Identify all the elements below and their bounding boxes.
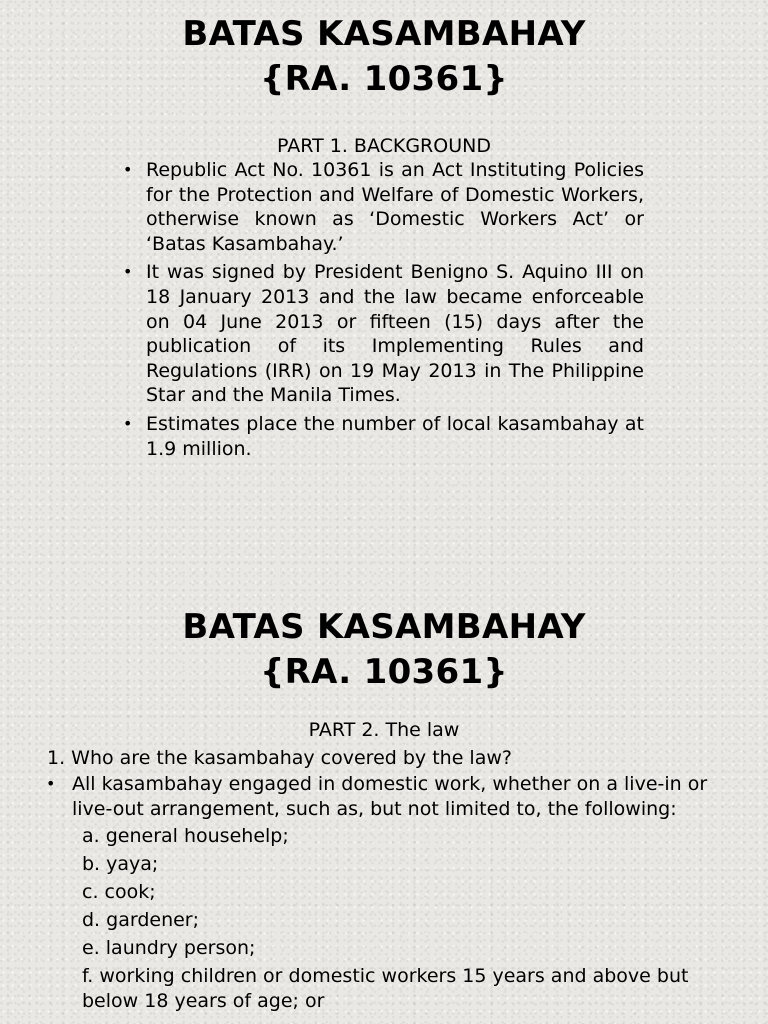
sub-item-list bbox=[82, 824, 732, 1013]
slide-title bbox=[0, 0, 768, 102]
bullet-icon: • bbox=[123, 262, 133, 282]
list-item bbox=[123, 158, 644, 256]
slide-part-2 bbox=[0, 592, 768, 1024]
part-heading: PART 2. The law bbox=[308, 719, 460, 741]
sub-item-gardener: d. gardener; bbox=[82, 909, 200, 932]
bullet-text: Estimates place the number of local kasambahay at 1.9 million. bbox=[146, 412, 644, 460]
question-text: 1. Who are the kasambahay covered by the law? bbox=[47, 747, 512, 769]
sub-item-laundry-person: e. laundry person; bbox=[82, 937, 256, 960]
bullet-text: It was signed by President Benigno S. Aquino III on 18 January 2013 and the law became enforceable on 04 June 2013 or fifteen (15) days after the publication of its Implementing Rules and Regulations (IRR) on 19 May 2013 in The Philippine Star and the Manila Times. bbox=[146, 261, 644, 407]
bullet-list bbox=[46, 772, 732, 821]
part-heading: PART 1. BACKGROUND bbox=[277, 135, 491, 157]
sub-item-yaya: b. yaya; bbox=[82, 853, 159, 876]
bullet-text: Republic Act No. 10361 is an Act Instituting Policies for the Protection and Welfare of Domestic Workers, otherwise known as ‘Domestic Workers Act’ or ‘Batas Kasambahay.’ bbox=[146, 159, 644, 255]
bullet-icon: • bbox=[46, 774, 56, 793]
title-line-2: {RA. 10361} bbox=[260, 652, 508, 692]
title-line-2: {RA. 10361} bbox=[260, 59, 508, 99]
list-item bbox=[46, 772, 732, 821]
title-line-1: BATAS KASAMBAHAY bbox=[182, 14, 586, 54]
bullet-icon: • bbox=[123, 160, 133, 179]
bullet-icon: • bbox=[123, 413, 133, 433]
list-item bbox=[123, 260, 644, 408]
bullet-text: All kasambahay engaged in domestic work, whether on a live-in or live-out arrangement, such as, but not limited to, the following: bbox=[72, 773, 708, 820]
bullet-list bbox=[123, 158, 644, 461]
sub-item-cook: c. cook; bbox=[82, 881, 156, 904]
slide-title bbox=[0, 592, 768, 695]
title-line-1: BATAS KASAMBAHAY bbox=[182, 607, 586, 647]
list-item bbox=[123, 412, 644, 461]
sub-item-general-househelp: a. general househelp; bbox=[82, 825, 289, 848]
sub-item-working-children: f. working children or domestic workers 15 years and above but below 18 years of age; or bbox=[82, 965, 689, 1012]
